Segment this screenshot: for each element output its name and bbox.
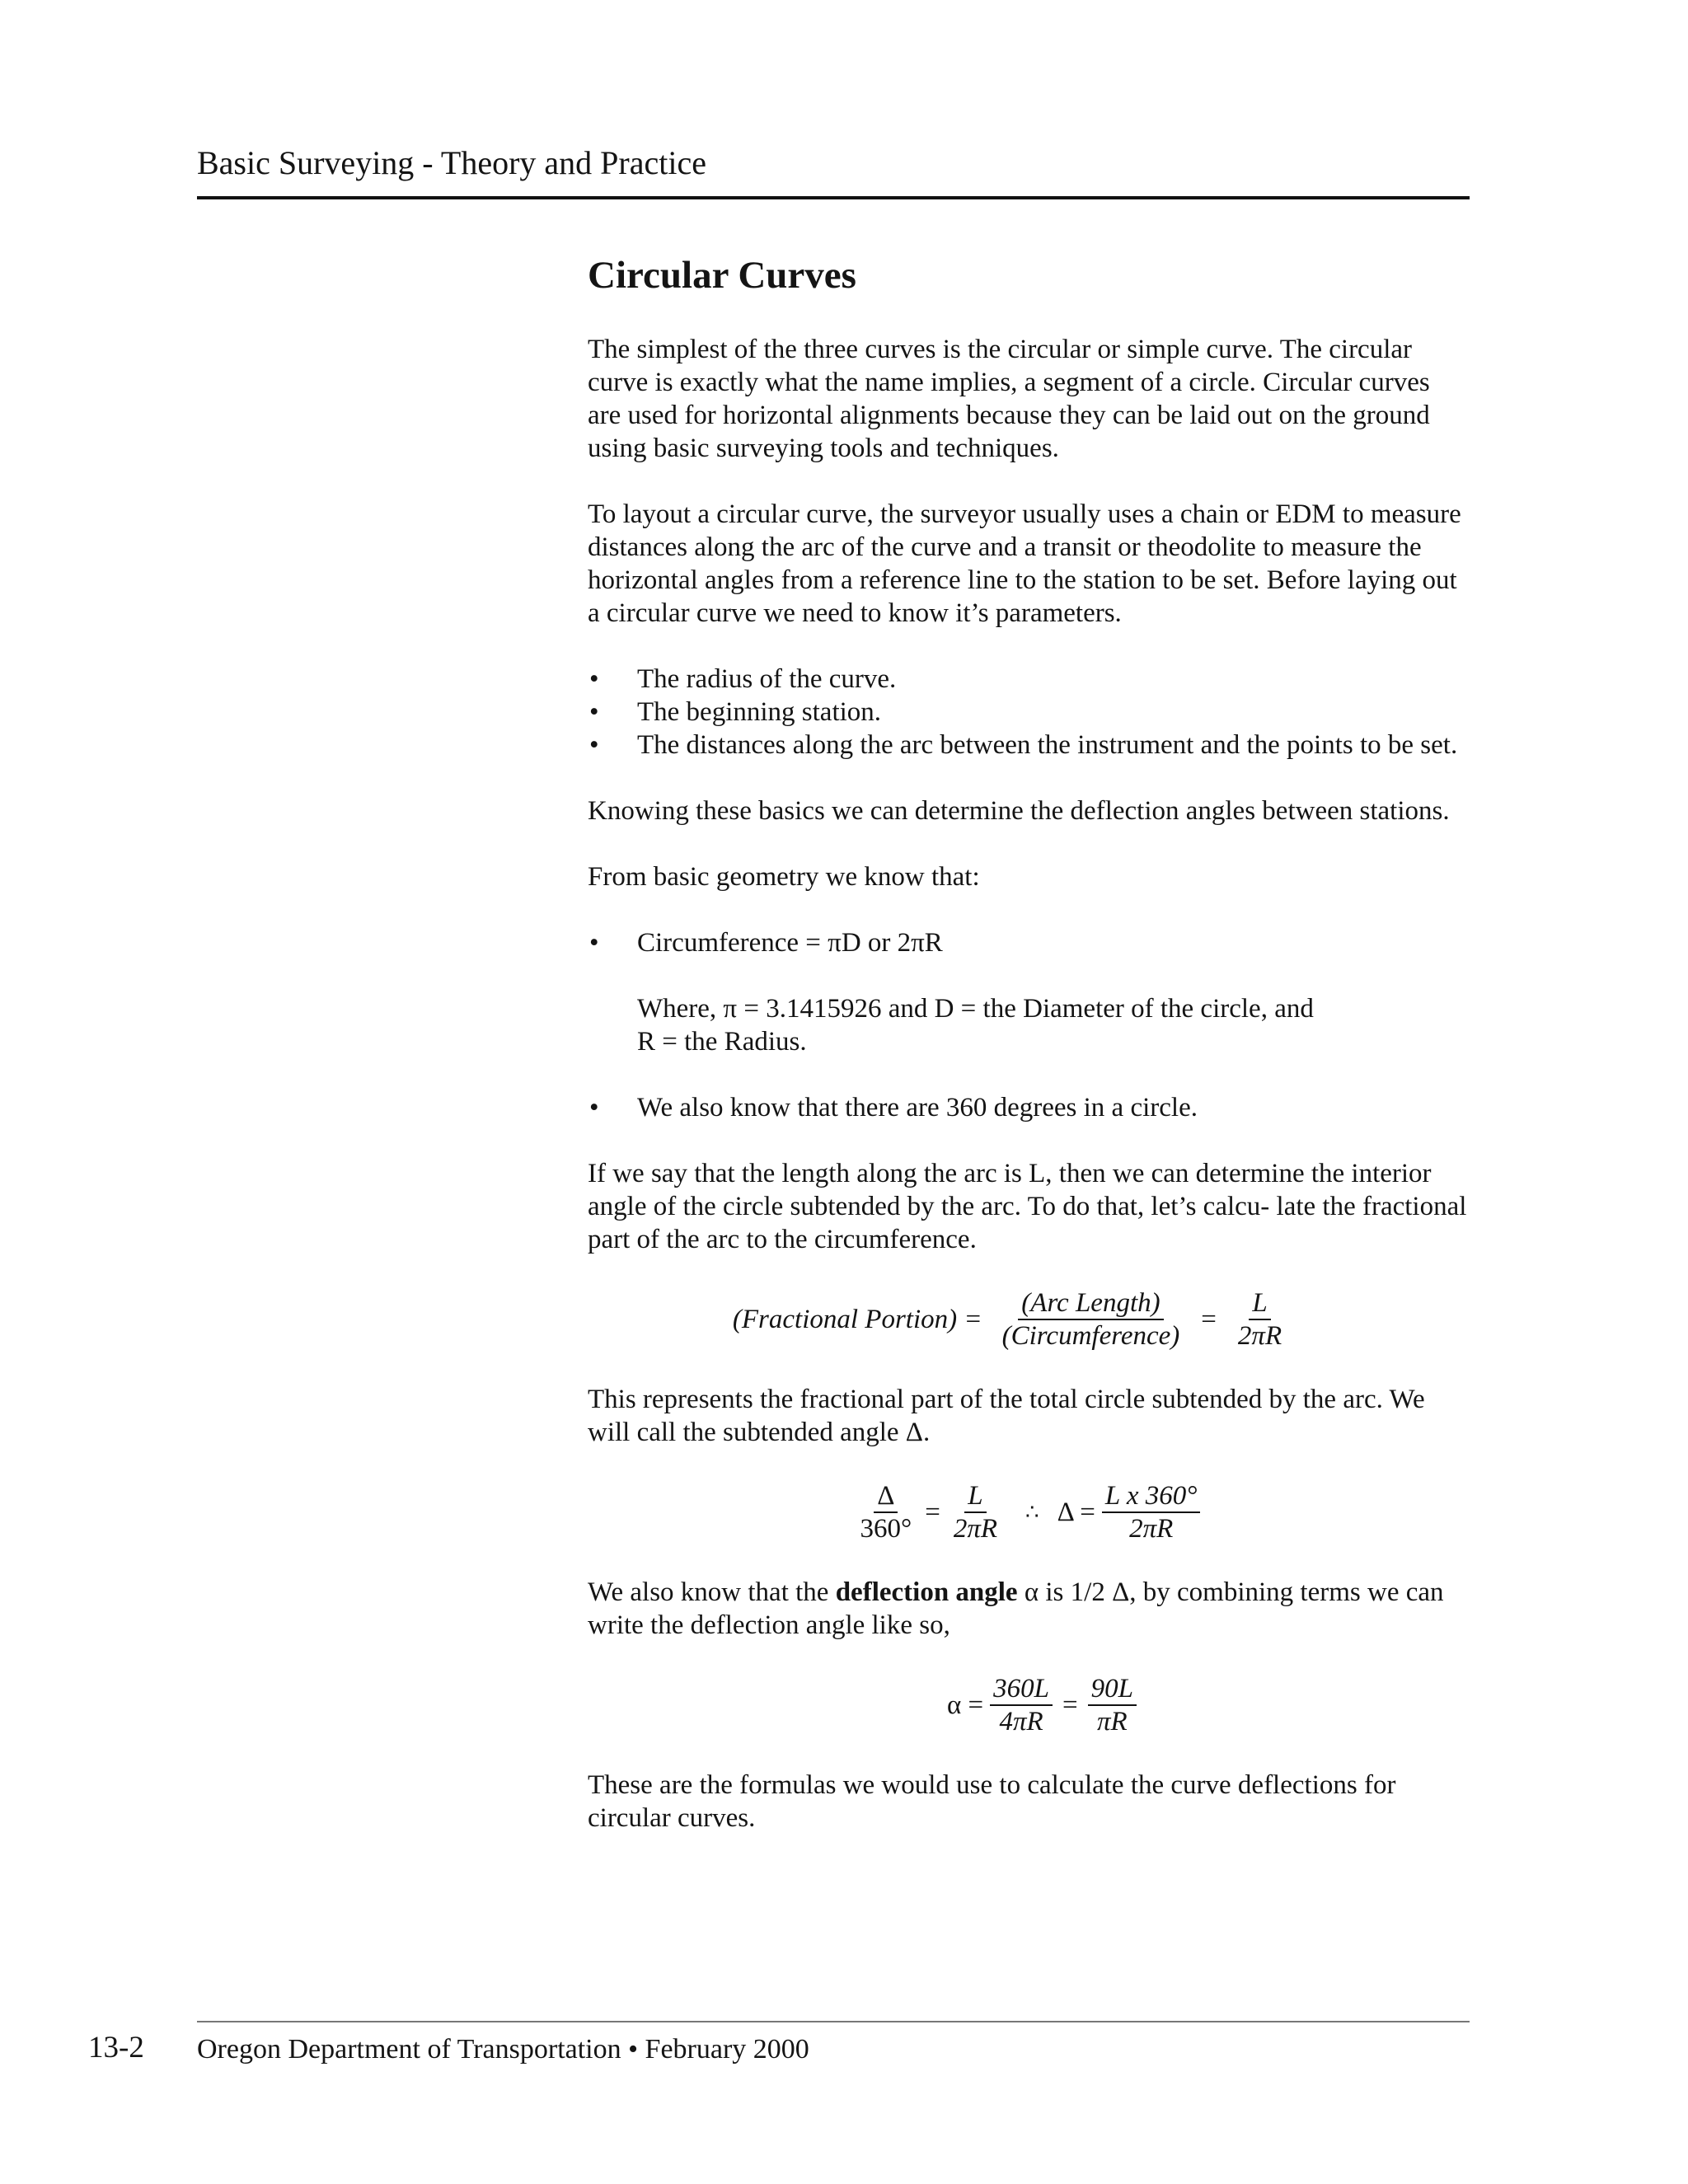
fraction-denominator: 4πR [999,1707,1043,1736]
paragraph-basics: Knowing these basics we can determine the deflection angles between stations. [588,796,1450,826]
fraction-denominator: 2πR [1129,1514,1174,1544]
fraction-numerator: L [964,1482,986,1513]
therefore-symbol: ∴ [1025,1500,1039,1524]
list-item-text: The radius of the curve. [637,664,897,694]
fraction-numerator: L [1249,1289,1270,1320]
where-line: Where, π = 3.1415926 and D = the Diameter of the circle, and [637,994,1314,1024]
fraction-denominator: (Circumference) [1001,1321,1180,1351]
fraction-numerator: Δ [874,1482,898,1513]
footer-rule [197,2021,1470,2022]
bullet-icon: • [589,1093,599,1122]
fraction-denominator: πR [1096,1707,1128,1736]
fraction [999,1289,1184,1350]
equation-delta [588,1482,1470,1543]
running-head: Basic Surveying - Theory and Practice [197,144,706,181]
deflection-text-suffix: α is 1/2 Δ, by combining terms we can write the deflection angle like so, [588,1577,1444,1640]
bullet-icon: • [589,730,599,760]
footer-text: Oregon Department of Transportation • February 2000 [197,2034,809,2064]
fraction-denominator: 2πR [953,1514,998,1544]
list-item [588,729,1470,762]
parameter-list [588,663,1470,762]
alpha-lhs: α = [947,1690,984,1720]
fraction-numerator: 360L [990,1675,1053,1706]
list-item [588,1091,1470,1124]
equals-sign: = [1062,1690,1078,1720]
deflection-text-prefix: We also know that the [588,1577,836,1607]
fraction [1088,1675,1137,1736]
equation-lhs: (Fractional Portion) = [732,1305,982,1334]
header-rule [197,196,1470,199]
equation-alpha [588,1675,1470,1736]
fraction-denominator: 360° [860,1514,912,1544]
bullet-icon: • [589,697,599,727]
geometry-list-2 [588,1091,1470,1124]
fraction [950,1482,1001,1543]
fraction [1235,1289,1285,1350]
paragraph-subtended: This represents the fractional part of the total circle subtended by the arc. We will call the subtended angle Δ. [588,1385,1425,1447]
deflection-angle-term: deflection angle [835,1577,1018,1607]
fraction-numerator: 90L [1088,1675,1137,1706]
where-line: R = the Radius. [637,1027,807,1057]
circumference-formula: Circumference = πD or 2πR [637,928,943,958]
fraction [857,1482,916,1543]
list-item-text: The distances along the arc between the instrument and the points to be set. [637,730,1458,760]
list-item [588,696,1470,729]
paragraph-conclusion: These are the formulas we would use to calculate the curve deflections for circular curves. [588,1770,1396,1833]
fraction-denominator: 2πR [1237,1321,1282,1351]
bullet-icon: • [589,928,599,958]
paragraph-arc-length: If we say that the length along the arc is L, then we can determine the interior angle of the circle subtended by the arc. To do that, let’s calcu- late the fractional part of the arc to the circumference. [588,1159,1467,1254]
list-item-text: We also know that there are 360 degrees in a circle. [637,1093,1198,1122]
where-note [588,992,1470,1058]
equation-fractional-portion [588,1289,1470,1350]
delta-lhs: Δ = [1057,1497,1095,1527]
section-title: Circular Curves [588,254,856,297]
paragraph-intro: The simplest of the three curves is the circular or simple curve. The circular curve is exactly what the name implies, a segment of a circle. Circular curves are used for horizontal alignments because they can be laid out on the ground using basic surveying tools and techniques. [588,335,1430,463]
paragraph-deflection [588,1576,1470,1642]
paragraph-layout: To layout a circular curve, the surveyor usually uses a chain or EDM to measure distances along the arc of the curve and a transit or theodolite to measure the horizontal angles from a reference line to the station to be set. Before laying out a circular curve we need to know it’s parameters. [588,499,1461,628]
list-item [588,663,1470,696]
main-content [588,246,1470,1868]
paragraph-geometry-intro: From basic geometry we know that: [588,862,980,892]
equals-sign: = [1201,1305,1217,1334]
bullet-icon: • [589,664,599,694]
fraction-numerator: (Arc Length) [1018,1289,1163,1320]
equals-sign: = [925,1497,940,1527]
fraction-numerator: L x 360° [1102,1482,1201,1513]
list-item [588,926,1470,959]
list-item-text: The beginning station. [637,697,882,727]
geometry-list [588,926,1470,959]
fraction [1102,1482,1201,1543]
page-number: 13-2 [88,2031,144,2064]
fraction [990,1675,1053,1736]
